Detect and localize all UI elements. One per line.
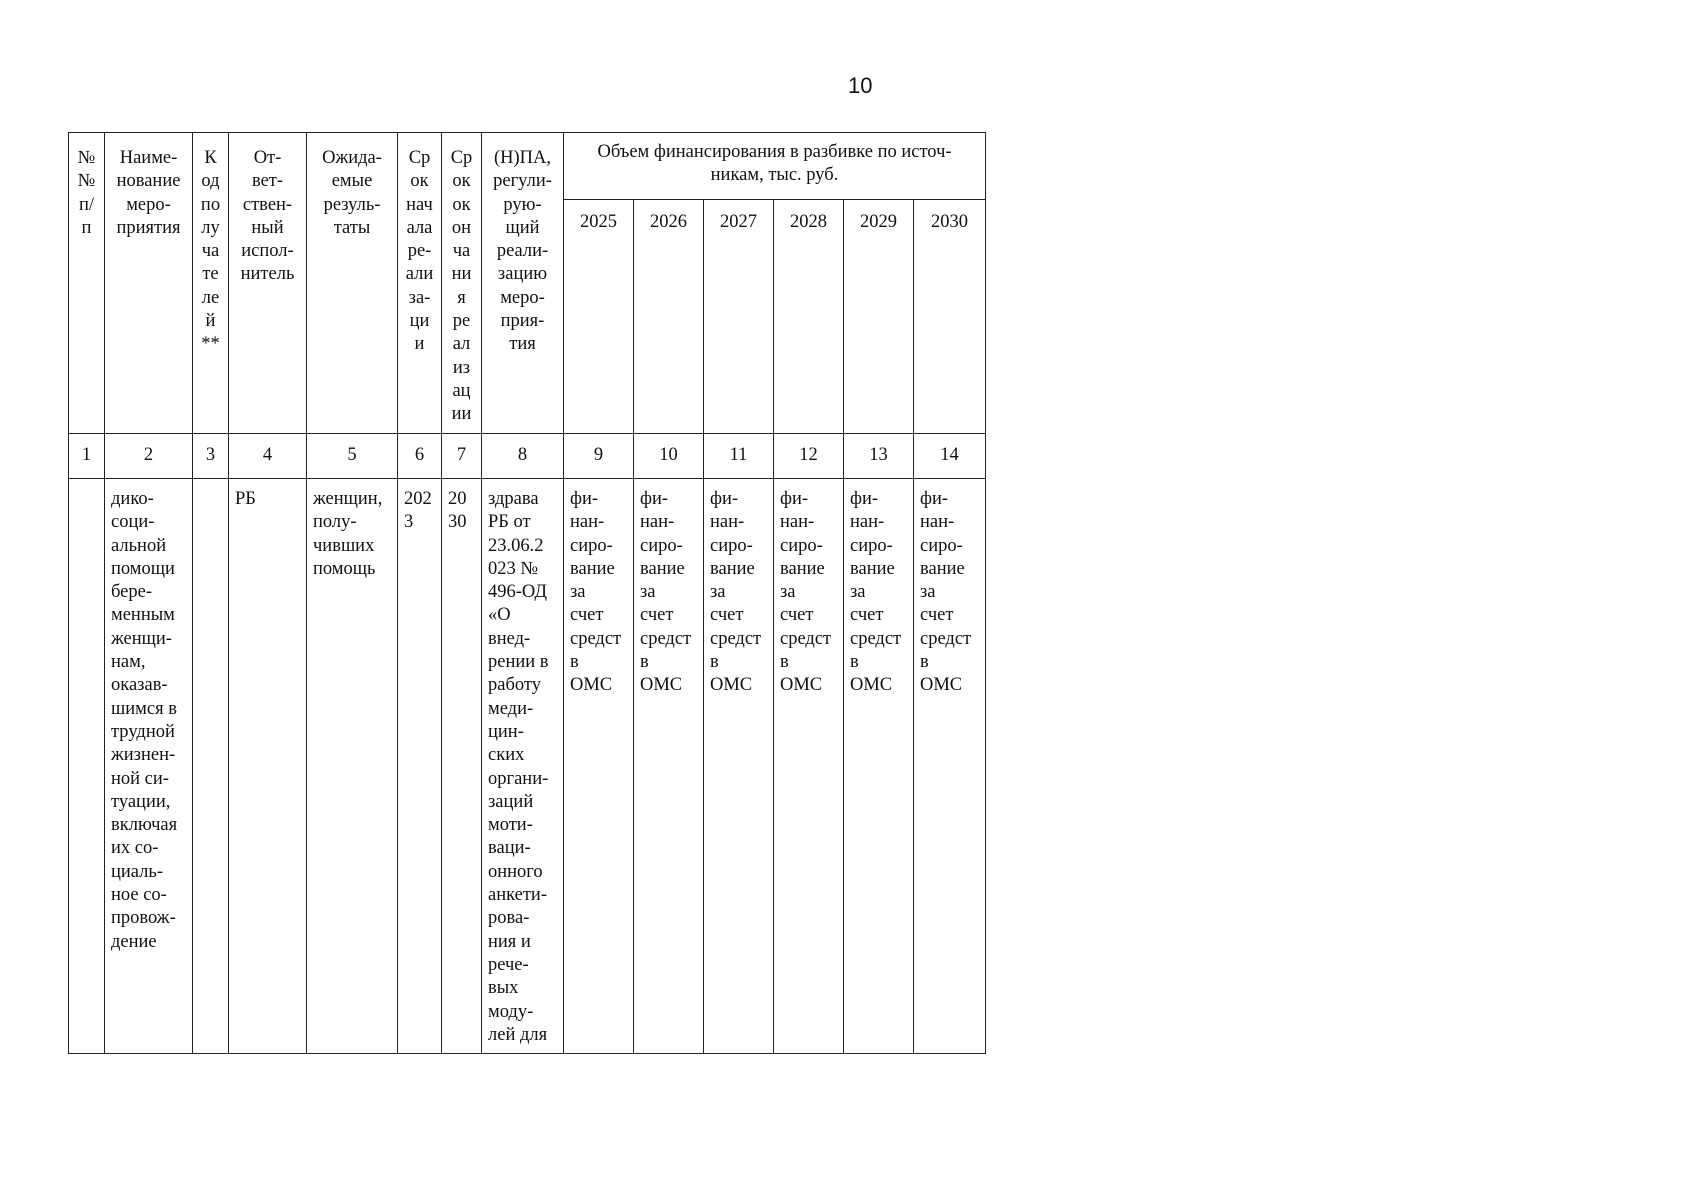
header-executor: От- вет- ствен- ный испол- нитель (229, 133, 307, 434)
column-number: 3 (193, 434, 229, 479)
column-number: 13 (844, 434, 914, 479)
year-2030: 2030 (914, 200, 986, 434)
column-number: 4 (229, 434, 307, 479)
header-end-date: Ср ок ок он ча ни я ре ал из ац ии (442, 133, 482, 434)
cell-start-date: 202 3 (398, 479, 442, 1054)
header-financing: Объем финансирования в разбивке по источ- никам, тыс. руб. (564, 133, 986, 200)
cell-end-date: 20 30 (442, 479, 482, 1054)
column-number: 6 (398, 434, 442, 479)
header-row (69, 133, 986, 200)
header-recipient-code: К од по лу ча те ле й ** (193, 133, 229, 434)
column-number: 8 (482, 434, 564, 479)
year-2025: 2025 (564, 200, 634, 434)
column-number: 10 (634, 434, 704, 479)
year-2026: 2026 (634, 200, 704, 434)
cell-financing-2029: фи- нан- сиро- вание за счет средст в ОМС (844, 479, 914, 1054)
cell-executor: РБ (229, 479, 307, 1054)
cell-event-name: дико- соци- альной помощи бере- менным женщи- нам, оказав- шимся в трудной жизнен- ной си- туации, включая их со- циаль- ное со- провож- дение (105, 479, 193, 1054)
header-regulation: (Н)ПА, регули- рую- щий реали- зацию меро- прия- тия (482, 133, 564, 434)
cell-number (69, 479, 105, 1054)
column-number: 11 (704, 434, 774, 479)
cell-financing-2030: фи- нан- сиро- вание за счет средст в ОМС (914, 479, 986, 1054)
column-number: 5 (307, 434, 398, 479)
column-number-row (69, 434, 986, 479)
program-table (68, 132, 986, 1054)
table-row (69, 479, 986, 1054)
column-number: 2 (105, 434, 193, 479)
column-number: 1 (69, 434, 105, 479)
header-event-name: Наиме- нование меро- приятия (105, 133, 193, 434)
column-number: 12 (774, 434, 844, 479)
column-number: 7 (442, 434, 482, 479)
header-number: № № п/ п (69, 133, 105, 434)
page-number: 10 (848, 73, 873, 98)
column-number: 14 (914, 434, 986, 479)
year-2027: 2027 (704, 200, 774, 434)
header-expected-results: Ожида- емые резуль- таты (307, 133, 398, 434)
year-2029: 2029 (844, 200, 914, 434)
cell-financing-2028: фи- нан- сиро- вание за счет средст в ОМС (774, 479, 844, 1054)
year-2028: 2028 (774, 200, 844, 434)
header-start-date: Ср ок нач ала ре- али за- ци и (398, 133, 442, 434)
cell-recipient-code (193, 479, 229, 1054)
cell-financing-2025: фи- нан- сиро- вание за счет средст в ОМС (564, 479, 634, 1054)
cell-financing-2026: фи- нан- сиро- вание за счет средст в ОМС (634, 479, 704, 1054)
cell-expected-results: женщин, полу- чивших помощь (307, 479, 398, 1054)
cell-financing-2027: фи- нан- сиро- вание за счет средст в ОМС (704, 479, 774, 1054)
cell-regulation: здрава РБ от 23.06.2 023 № 496-ОД «О внед- рении в работу меди- цин- ских органи- заций моти- ваци- онного анкети- рова- ния и рече- вых моду- лей для (482, 479, 564, 1054)
column-number: 9 (564, 434, 634, 479)
